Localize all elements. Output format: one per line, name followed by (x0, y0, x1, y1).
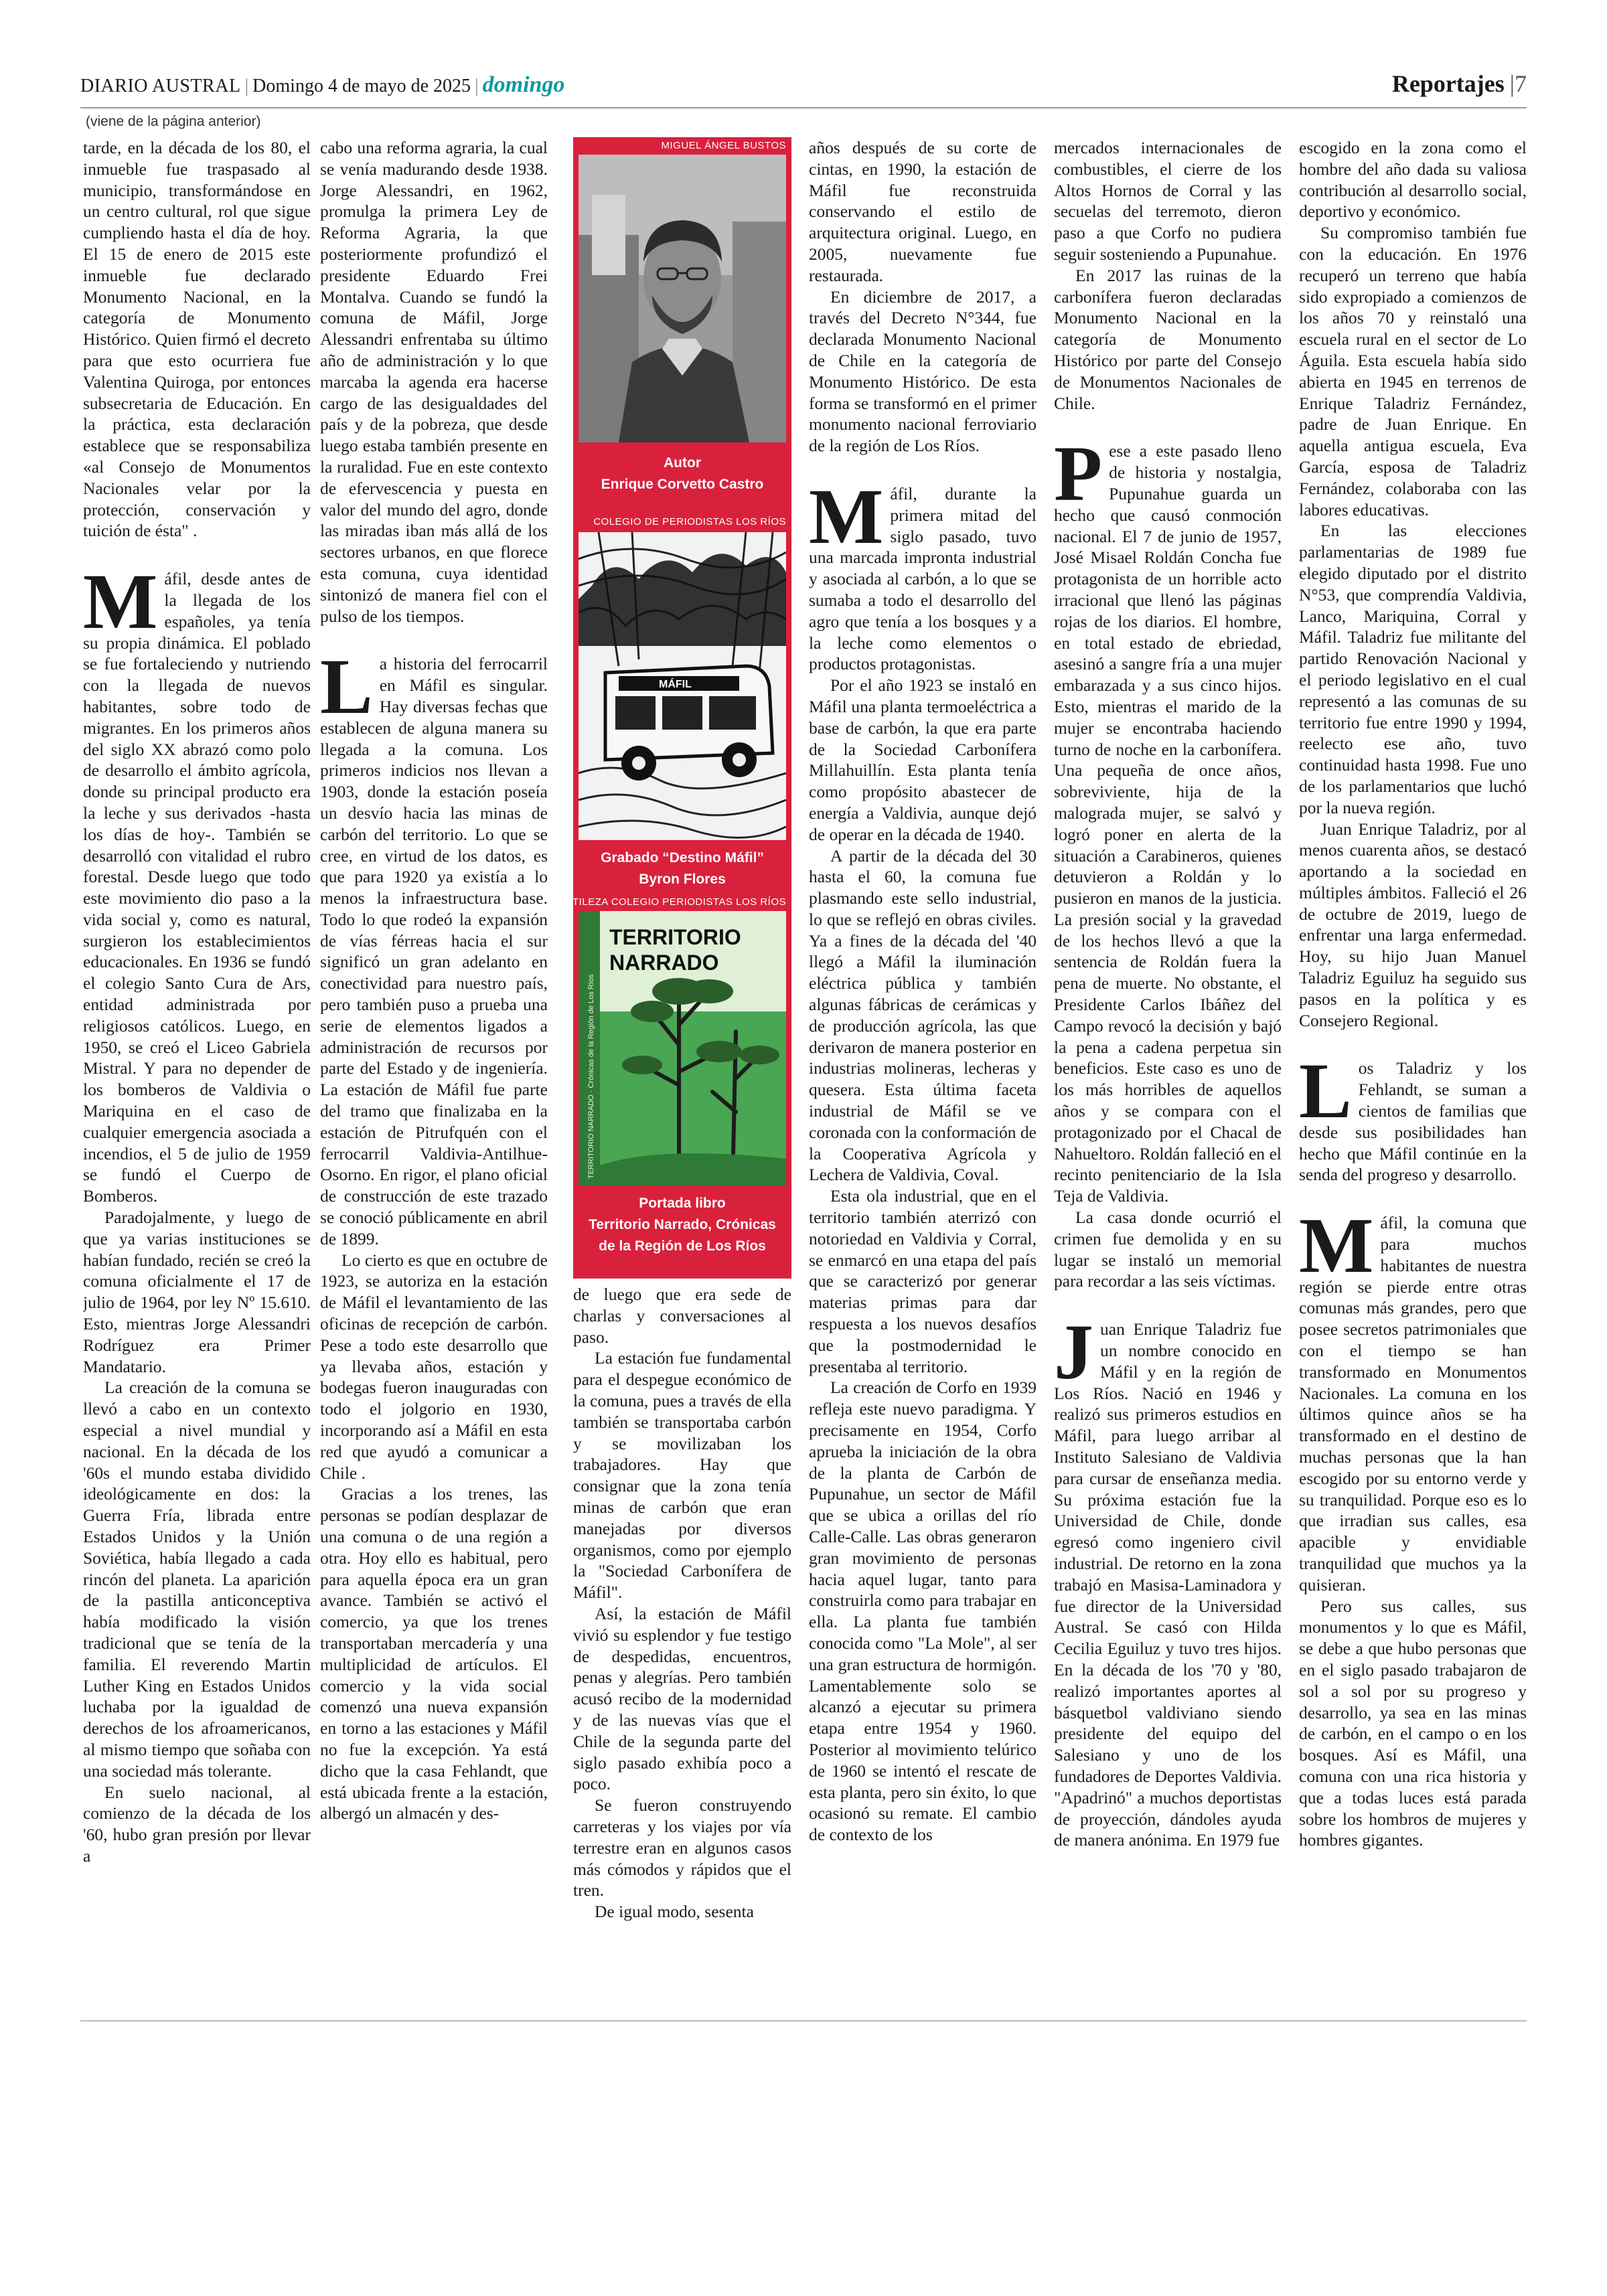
newspaper-name: DIARIO AUSTRAL (80, 76, 241, 96)
paragraph: La casa donde ocurrió el crimen fue demolida y en su lugar se instaló un memorial para recordar a las seis víctimas. (1054, 1208, 1282, 1291)
paragraph: Pero sus calles, sus monumentos y lo que es Máfil, se debe a que hubo personas que en el siglo pasado trabajaron de sol a sol por su progreso y desarrollo, ya sea en las minas de carbón, en el campo o en los bosques. Así es Máfil, una comuna con una rica historia y que a todas luces está parada sobre los hombros de mujeres y hombres gigantes. (1299, 1596, 1527, 1850)
book-spine-text: TERRITORIO NARRADO · Crónicas de la Región de Los Ríos (587, 974, 595, 1179)
drop-cap: M (83, 558, 158, 646)
paragraph (83, 558, 311, 1207)
bus-destination-sign: MÁFIL (659, 679, 692, 690)
author-portrait-image (579, 155, 786, 442)
paragraph: Lo cierto es que en octubre de 1923, se autoriza en la estación de Máfil el levantamiento de las oficinas de recepción de carbón. Pese a todo este desarrollo que ya llevaba años, estación y bodegas fueron inauguradas con todo el jolgorio en 1930, incorporando así a Máfil en esta red que ayudó a comunicar a Chile . (320, 1250, 548, 1483)
paragraph: tarde, en la década de los 80, el inmueble fue traspasado al municipio, transformándose en un centro cultural, rol que sigue cumpliendo hasta el día de hoy. El 15 de enero de 2015 este inmueble fue declarado Monumento Nacional, en la categoría de Monumento Histórico. Quien firmó el decreto para que esto ocurriera fue Valentina Quiroga, por entonces subsecretaria de Educación. En la práctica, esta declaración establece que se responsabiliza «al Consejo de Monumentos Nacionales velar por la protección, conservación y tuición de ésta" . (83, 138, 311, 541)
book-caption-title: Territorio Narrado, Crónicas (589, 1217, 776, 1232)
continued-note: (viene de la página anterior) (86, 114, 261, 129)
paragraph: Gracias a los trenes, las personas se podían desplazar de una comuna o de una región a otra. Hoy ello es habitual, pero para aquella época era un gran avance. También se activó el comercio, ya que los trenes transportaban mercadería y una multiplicidad de artículos. El comercio y la vida social comenzó una nueva expansión en torno a las estaciones y Máfil no fue la excepción. Ya está dicho que la casa Fehlandt, que está ubicada frente a la estación, albergó un almacén y des- (320, 1484, 548, 1823)
paragraph: años después de su corte de cintas, en 1990, la estación de Máfil fue reconstruida conservando el estilo de arquitectura original. Luego, en 2005, nuevamente fue restaurada. (809, 138, 1037, 285)
book-title-line-2: NARRADO (609, 951, 719, 975)
paragraph (809, 472, 1037, 675)
footer-rule (80, 2020, 1527, 2022)
paragraph: La creación de Corfo en 1939 refleja este nuevo paradigma. Y precisamente en 1954, Corfo aprueba la iniciación de la obra de la planta de Carbón de Pupunahue, un sector de Máfil que se ubica a orillas del río Calle-Calle. Las obras generaron gran movimiento de personas hacia aquel lugar, tanto para construirla como para trabajar en ella. La planta fue también conocida como "La Mole", al ser una gran estructura de hormigón. Lamentablemente solo se alcanzó a ejecutar su primera etapa entre 1954 y 1960. Posterior al movimiento telúrico de 1960 se intentó el rescate de esta planta, pero sin éxito, lo que ocasionó su remate. El cambio de contexto de los (809, 1378, 1037, 1845)
article-column-5 (1054, 137, 1282, 1998)
paragraph: escogido en la zona como el hombre del año dada su valiosa contribución al desarrollo social, deportivo y económico. (1299, 138, 1527, 222)
drop-cap: M (1299, 1202, 1374, 1290)
photo-credit: GENTILEZA COLEGIO PERIODISTAS LOS RÍOS (550, 896, 786, 908)
paragraph: De igual modo, sesenta (595, 1902, 754, 1922)
photo-credit: MIGUEL ÁNGEL BUSTOS (661, 140, 786, 151)
drop-cap: L (320, 643, 373, 731)
drop-cap: M (809, 472, 884, 560)
drop-cap: J (1054, 1308, 1093, 1396)
paragraph: Esta ola industrial, que en el territorio también aterrizó con notoriedad en Valdivia y Corral, se enmarcó en una etapa del país que se caracterizó por generar materias primas para dar respuesta a los nuevos desafíos que la postmodernidad le presentaba al territorio. (809, 1186, 1037, 1376)
paragraph: A partir de la década del 30 hasta el 60, la comuna fue plasmando este sello industrial, lo que se reflejó en obras civiles. Ya a fines de la década del '40 llegó a Máfil la iluminación eléctrica pública y también algunas fábricas de cerámicas y de producción agrícola, las que derivaron de manera posterior en industrias molineras, lecheras y quesera. Esta última faceta industrial de Máfil se ve coronada con la conformación de la Cooperativa Agrícola y Lechera de Valdivia, Coval. (809, 845, 1037, 1185)
paragraph: cabo una reforma agraria, la cual se venía madurando desde 1938. Jorge Alessandri, en 1962, promulga la primera Ley de Reforma Agraria, la que posteriormente profundizó el presidente Eduardo Frei Montalva. Cuando se fundó la comuna de Máfil, Jorge Alessandri enfrentaba su último año de administración y lo que marcaba la agenda era hacerse cargo de las desigualdades del país y de la pobreza, que desde luego estaba también presente en la ruralidad. Fue en este contexto de efervescencia y puesta en valor del mundo del agro, donde las miradas iban más allá de los sectores urbanos, en que florece esta comuna, cuya identidad sintonizó de manera fiel con el pulso de los tiempos. (320, 138, 548, 626)
book-cover-panel (550, 894, 791, 1279)
engraving-bus-illustration (579, 532, 786, 840)
paragraph: En suelo nacional, al comienzo de la década de los '60, hubo gran presión por llevar a (83, 1782, 311, 1866)
paragraph (1299, 1047, 1527, 1185)
author-caption-name: Enrique Corvetto Castro (601, 477, 764, 492)
paragraph: La estación fue fundamental para el despegue económico de la comuna, pues a través de ella también se transportaba carbón y se movilizaban los trabajadores. Hay que consignar que la zona tenía minas de carbón que eran manejadas por diversos organismos, como por ejemplo la "Sociedad Carbonífera de Máfil". (573, 1348, 791, 1603)
author-photo-panel (573, 137, 791, 532)
drop-cap: P (1054, 430, 1103, 518)
paragraph: mercados internacionales de combustibles, el cierre de los Altos Hornos de Corral y las secuelas del terremoto, dieron paso a que Corfo no pudiera seguir sosteniendo a Pupunahue. (1054, 138, 1282, 264)
book-caption-subtitle: de la Región de Los Ríos (599, 1238, 766, 1254)
header-separator: | (475, 76, 479, 96)
header-rule (80, 107, 1527, 108)
supplement-brand: domingo (482, 72, 565, 97)
page-number-value: 7 (1515, 70, 1527, 97)
paragraph-text: os Taladriz y los Fehlandt, se suman a cientos de familias que desde sus posibilidades han hecho que Máfil continúe en la senda del progreso y desarrollo. (1299, 1058, 1527, 1185)
article-column-1 (83, 137, 311, 1998)
section-name: Reportajes (1391, 70, 1505, 97)
paragraph-text: áfil, la comuna que para muchos habitantes de nuestra región se pierde entre otras comunas más grandes, pero que posee secretos patrimoniales que con el tiempo se han transformado en Monumentos Nacionales. La comuna en los últimos quince años se ha transformado en el destino de muchas personas que la han escogido por su entorno verde y su tranquilidad. Porque eso es lo que irradian sus calles, esa apacible y envidiable tranquilidad que muchos ya la quisieran. (1299, 1213, 1527, 1594)
paragraph: Por el año 1923 se instaló en Máfil una planta termoeléctrica a base de carbón, la que era parte de la Sociedad Carbonífera Millahuillín. Esta planta tenía como propósito abastecer de energía a Valdivia, aunque dejó de operar en la década de 1940. (809, 675, 1037, 844)
engraving-caption-title: Grabado “Destino Máfil” (601, 850, 764, 866)
drop-cap: L (1299, 1047, 1352, 1135)
paragraph: Paradojalmente, y luego de que ya varias instituciones se habían fundado, recién se creó la comuna oficialmente el 17 de julio de 1964, por ley Nº 15.610. Esto, mientras Jorge Alessandri Rodríguez era Primer Mandatario. (83, 1208, 311, 1376)
paragraph (1054, 1308, 1282, 1851)
image-sidebar (550, 137, 791, 1279)
paragraph-text: áfil, durante la primera mitad del siglo pasado, tuvo una marcada impronta industrial y asociada al carbón, a lo que se sumaba a todo el desarrollo del agro que tenía a los bosques y a la leche como elementos o productos protagonistas. (809, 483, 1037, 674)
paragraph: de luego que era sede de charlas y conversaciones al paso. (573, 1285, 791, 1347)
book-caption-label: Portada libro (639, 1196, 726, 1211)
engraving-image (579, 532, 786, 840)
paragraph (1299, 1202, 1527, 1595)
article-column-4 (809, 137, 1037, 1998)
paragraph: La creación de la comuna se llevó a cabo en un contexto especial a nivel mundial y nacional. En la década de los '60s el mundo estaba dividido ideológicamente en dos: la Guerra Fría, librada entre Estados Unidos y la Unión Soviética, había llegado a cada rincón del planeta. La aparición de la pastilla anticonceptiva había modificado la visión tradicional que se tenía de la familia. El reverendo Martin Luther King en Estados Unidos luchaba por la igualdad de derechos de los afroamericanos, al mismo tiempo que soñaba con una sociedad más tolerante. (83, 1378, 311, 1781)
header-separator: | (244, 76, 249, 96)
article-column-3 (573, 1284, 791, 2000)
page-header (80, 72, 1527, 99)
author-caption-label: Autor (664, 455, 701, 471)
section-label (1392, 70, 1527, 98)
article-column-6 (1299, 137, 1527, 1998)
issue-date: Domingo 4 de mayo de 2025 (252, 76, 471, 96)
paragraph-text: áfil, desde antes de la llegada de los españoles, ya tenía su propia dinámica. El poblado se fue fortaleciendo y nutriendo con la llegada de nuevos habitantes, sobre todo de migrantes. En los primeros años del siglo XX abrazó como polo de desarrollo el ámbito agrícola, donde su principal producto era la leche y sus derivados -hasta los días de hoy-. También se desarrolló con vitalidad el rubro forestal. Desde luego que todo este movimiento dio paso a la vida social y, como es natural, surgieron los establecimientos educacionales. En 1936 se fundó el colegio Santo Cura de Ars, entidad administrada por religiosos católicos. Luego, en 1950, se creó el Liceo Gabriela Mistral. Y para no depender de los bomberos de Valdivia o Mariquina en el caso de cualquier emergencia asociada a incendios, el 5 de julio de 1959 se fundó el Cuerpo de Bomberos. (83, 569, 311, 1206)
book-title-line-1: TERRITORIO (609, 925, 741, 949)
book-cover-illustration (579, 911, 786, 1185)
paragraph-text: ese a este pasado lleno de historia y nostalgia, Pupunahue guarda un hecho que causó conmoción nacional. El 7 de junio de 1957, José Misael Roldán Concha fue protagonista de un horrible acto irracional que llenó las páginas rojas de los diarios. El hombre, en total estado de ebriedad, asesinó a sangre fría a una mujer embarazada y a sus cinco hijos. Esto, mientras el marido de la mujer se encontraba haciendo turno de noche en la carbonífera. Una pequeña de once años, sobreviviente, hija de la malograda mujer, se salvó y logró poner en alerta de la situación a Carabineros, quienes detuvieron a Roldán y lo pusieron en manos de la justicia. La presión social y la gravedad de los hechos llevó a que la sentencia de Roldán fuera la pena de muerte. No obstante, el Presidente Carlos Ibáñez del Campo revocó la decisión y bajó la pena a cadena perpetua sin beneficios. Este caso es uno de los más horribles de aquellos años y se compara con el protagonizado por el Chacal de Nahueltoro. Roldán falleció en el recinto penitenciario de la Isla Teja de Valdivia. (1054, 441, 1282, 1206)
paragraph: En las elecciones parlamentarias de 1989 fue elegido diputado por el distrito N°53, que comprendía Valdivia, Lanco, Mariquina, Corral y Máfil. Taladriz fue militante del partido Renovación Nacional y el periodo legislativo en el cual representó a las comunas de su territorio fue entre 1990 y 1994, reelecto ese año, tuvo continuidad hasta 1998. Fue uno de los parlamentarios que luchó por la nueva región. (1299, 521, 1527, 817)
author-photo (579, 155, 786, 442)
paragraph (320, 643, 548, 1249)
paragraph: Su compromiso también fue con la educación. En 1976 recuperó un terreno que había sido expropiado a comienzos de los años 70 y reinstaló una escuela rural en el sector de Lo Águila. Esta escuela había sido abierta en 1945 en terrenos de Enrique Taladriz Fernández, padre de Juan Enrique. En aquella antigua escuela, Eva García, esposa de Taladriz Fernández, colaboraba con las labores educativas. (1299, 223, 1527, 519)
paragraph: Se fueron construyendo carreteras y los viajes por vía terrestre eran en algunos casos más cómodos y rápidos que el tren. (573, 1795, 791, 1900)
masthead (80, 72, 564, 98)
paragraph: En 2017 las ruinas de la carbonífera fueron declaradas Monumento Nacional en la categoría de Monumento Histórico por parte del Consejo de Monumentos Nacionales de Chile. (1054, 265, 1282, 413)
book-cover-image (579, 911, 786, 1185)
engraving-caption-author: Byron Flores (639, 872, 726, 887)
paragraph: En diciembre de 2017, a través del Decreto N°344, fue declarada Monumento Nacional de Chile en la categoría de Monumento Histórico. De esta forma se transformó en el primer monumento nacional ferroviario de la región de Los Ríos. (809, 286, 1037, 456)
paragraph: Juan Enrique Taladriz, por al menos cuarenta años, se destacó aportando a la sociedad en múltiples ámbitos. Falleció el 26 de octubre de 2019, luego de enfrentar una larga enfermedad. Hoy, su hijo Juan Manuel Taladriz Eguiluz ha seguido sus pasos en la política y es Consejero Regional. (1299, 819, 1527, 1030)
paragraph-text: uan Enrique Taladriz fue un nombre conocido en Máfil y en la región de Los Ríos. Nació en 1946 y realizó sus primeros estudios en Máfil, para luego arribar al Instituto Salesiano de Valdivia para cursar de enseñanza media. Su próxima estación fue la Universidad de Chile, donde egresó como ingeniero civil industrial. De retorno en la zona trabajó en Masisa-Laminadora y fue director de la Universidad Austral. Se casó con Hilda Cecilia Eguiluz y tuvo tres hijos. En la década de los '70 y '80, realizó importantes aportes al básquetbol valdiviano siendo presidente del equipo del Salesiano y uno de los fundadores de Deportes Valdivia. "Apadrinó" a muchos deportistas de proyección, dándoles ayuda de manera anónima. En 1979 fue (1054, 1319, 1282, 1850)
paragraph-text: a historia del ferrocarril en Máfil es singular. Hay diversas fechas que establecen de alguna manera su llegada a la comuna. Los primeros indicios nos llevan a 1903, donde la estación poseía un desvío hacia las minas de carbón del territorio. Lo que se cree, en virtud de los datos, es que para 1920 ya existía a lo menos la infraestructura base. Todo lo que rodeó la expansión de vías férreas hacia el sur significó un gran adelanto en conectividad para nuestro país, pero también puso a prueba una serie de elementos ligados a administración de recursos por parte del Estado y de ingeniería. La estación de Máfil fue parte del tramo que finalizaba en la estación de Pitrufquén con el ferrocarril Valdivia-Antilhue-Osorno. En rigor, el plano oficial de construcción de este trazado se conoció públicamente en abril de 1899. (320, 654, 548, 1248)
photo-credit: COLEGIO DE PERIODISTAS LOS RÍOS (593, 516, 786, 527)
paragraph (1054, 430, 1282, 1207)
article-column-2 (320, 137, 548, 1998)
paragraph: Así, la estación de Máfil vivió su esplendor y fue testigo de despedidas, encuentros, penas y alegrías. Pero también acusó recibo de la modernidad y de las nuevas vías que el Chile de la segunda parte del siglo pasado exhibía poco a poco. (573, 1603, 791, 1794)
page-number: |7 (1509, 70, 1527, 97)
